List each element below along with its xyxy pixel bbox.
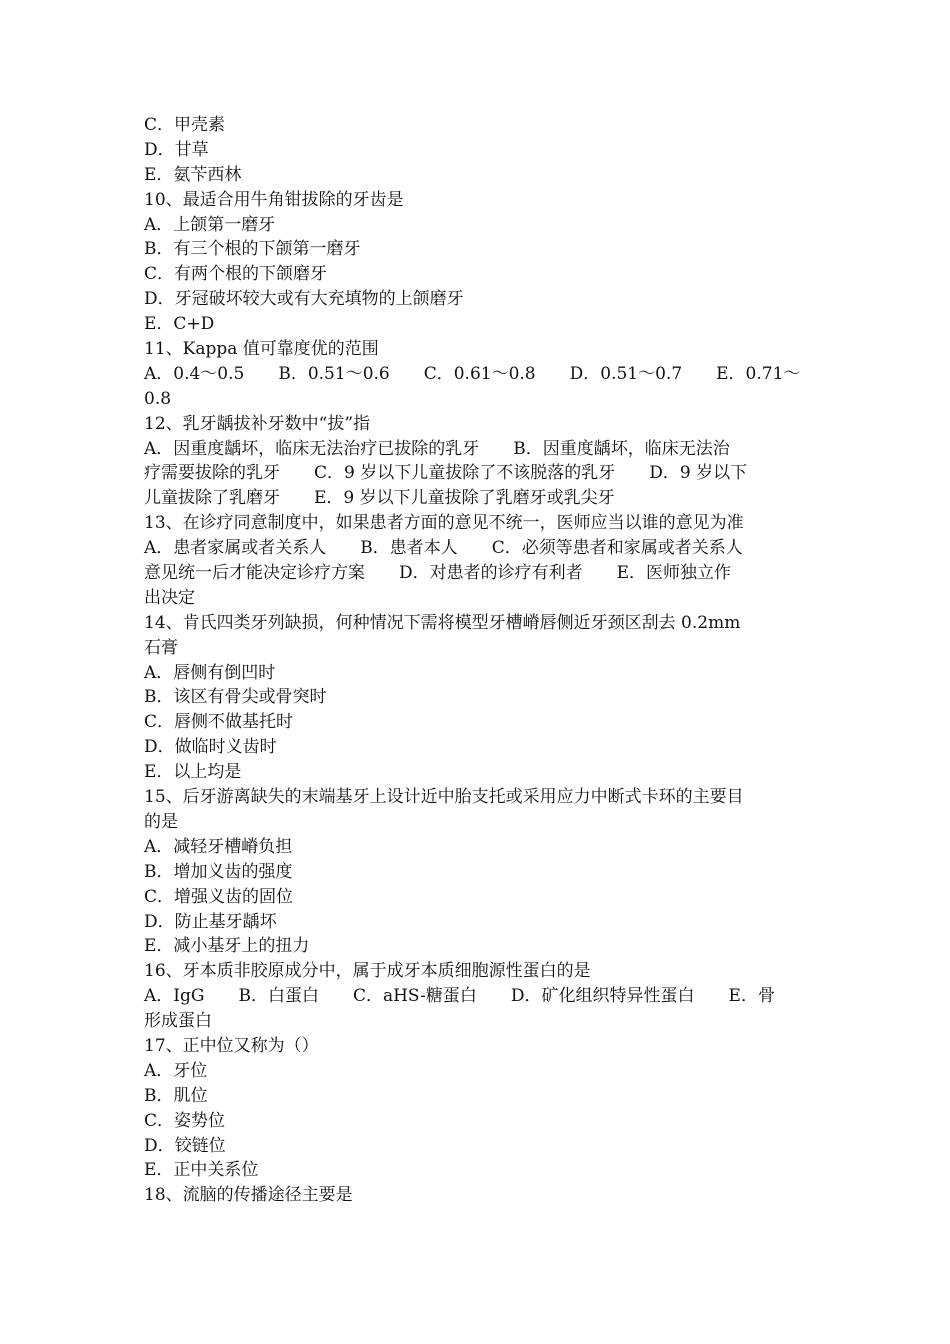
option-line: 0.8 bbox=[144, 388, 172, 409]
option-line: B．增加义齿的强度 bbox=[144, 861, 293, 882]
option-line: C．增强义齿的固位 bbox=[144, 886, 294, 907]
option-line: C．姿势位 bbox=[144, 1110, 226, 1131]
option-line: D．甘草 bbox=[144, 139, 209, 160]
question-13: 13、在诊疗同意制度中，如果患者方面的意见不统一，医师应当以谁的意见为准 bbox=[144, 513, 744, 534]
question-14: 14、肯氏四类牙列缺损，何种情况下需将模型牙槽嵴唇侧近牙颈区刮去 0.2mm bbox=[144, 612, 741, 633]
option-line: C．有两个根的下颌磨牙 bbox=[144, 264, 328, 285]
option-line: 疗需要拔除的乳牙 C．9 岁以下儿童拔除了不该脱落的乳牙 D．9 岁以下 bbox=[144, 463, 748, 484]
question-10: 10、最适合用牛角钳拔除的牙齿是 bbox=[144, 189, 404, 210]
option-line: A．IgG B．白蛋白 C．aHS-糖蛋白 D．矿化组织特异性蛋白 E．骨 bbox=[144, 986, 775, 1007]
option-line: D．做临时义齿时 bbox=[144, 737, 277, 758]
option-line: A．上颌第一磨牙 bbox=[144, 214, 276, 235]
option-line: E．减小基牙上的扭力 bbox=[144, 936, 310, 957]
question-12: 12、乳牙龋拔补牙数中“拔”指 bbox=[144, 413, 371, 434]
option-line: A．0.4～0.5 B．0.51～0.6 C．0.61～0.8 D．0.51～0.7 E．0.71～ bbox=[144, 363, 801, 384]
option-line: C．甲壳素 bbox=[144, 115, 226, 135]
question-15: 15、后牙游离缺失的末端基牙上设计近中胎支托或采用应力中断式卡环的主要目 bbox=[144, 787, 744, 808]
option-line: E．氨苄西林 bbox=[144, 164, 242, 185]
question-14-continued: 石膏 bbox=[144, 637, 178, 658]
question-16: 16、牙本质非胶原成分中，属于成牙本质细胞源性蛋白的是 bbox=[144, 961, 591, 982]
option-line: 出决定 bbox=[144, 587, 195, 608]
option-line: E．以上均是 bbox=[144, 762, 242, 783]
option-line: C．唇侧不做基托时 bbox=[144, 712, 294, 733]
option-line: E．正中关系位 bbox=[144, 1160, 259, 1181]
option-line: B．有三个根的下颌第一磨牙 bbox=[144, 239, 361, 260]
option-line: 意见统一后才能决定诊疗方案 D．对患者的诊疗有利者 E．医师独立作 bbox=[144, 563, 732, 584]
option-line: D．铰链位 bbox=[144, 1135, 226, 1156]
question-18: 18、流脑的传播途径主要是 bbox=[144, 1185, 353, 1206]
option-line: B．该区有骨尖或骨突时 bbox=[144, 687, 327, 708]
question-11: 11、Kappa 值可靠度优的范围 bbox=[144, 339, 379, 360]
question-15-continued: 的是 bbox=[144, 811, 178, 832]
option-line: A．唇侧有倒凹时 bbox=[144, 662, 276, 683]
option-line: D．防止基牙龋坏 bbox=[144, 911, 277, 932]
option-line: A．因重度龋坏，临床无法治疗已拔除的乳牙 B．因重度龋坏，临床无法治 bbox=[144, 438, 730, 459]
option-line: E．C+D bbox=[144, 314, 215, 335]
option-line: D．牙冠破坏较大或有大充填物的上颌磨牙 bbox=[144, 289, 464, 310]
option-line: 形成蛋白 bbox=[144, 1011, 212, 1032]
option-line: A．患者家属或者关系人 B．患者本人 C．必须等患者和家属或者关系人 bbox=[144, 538, 743, 559]
option-line: 儿童拔除了乳磨牙 E．9 岁以下儿童拔除了乳磨牙或乳尖牙 bbox=[144, 488, 615, 509]
question-17: 17、正中位又称为（） bbox=[144, 1035, 319, 1056]
option-line: B．肌位 bbox=[144, 1085, 208, 1106]
document-body bbox=[144, 113, 810, 1208]
option-line: A．牙位 bbox=[144, 1060, 208, 1081]
option-line: A．减轻牙槽嵴负担 bbox=[144, 836, 293, 857]
